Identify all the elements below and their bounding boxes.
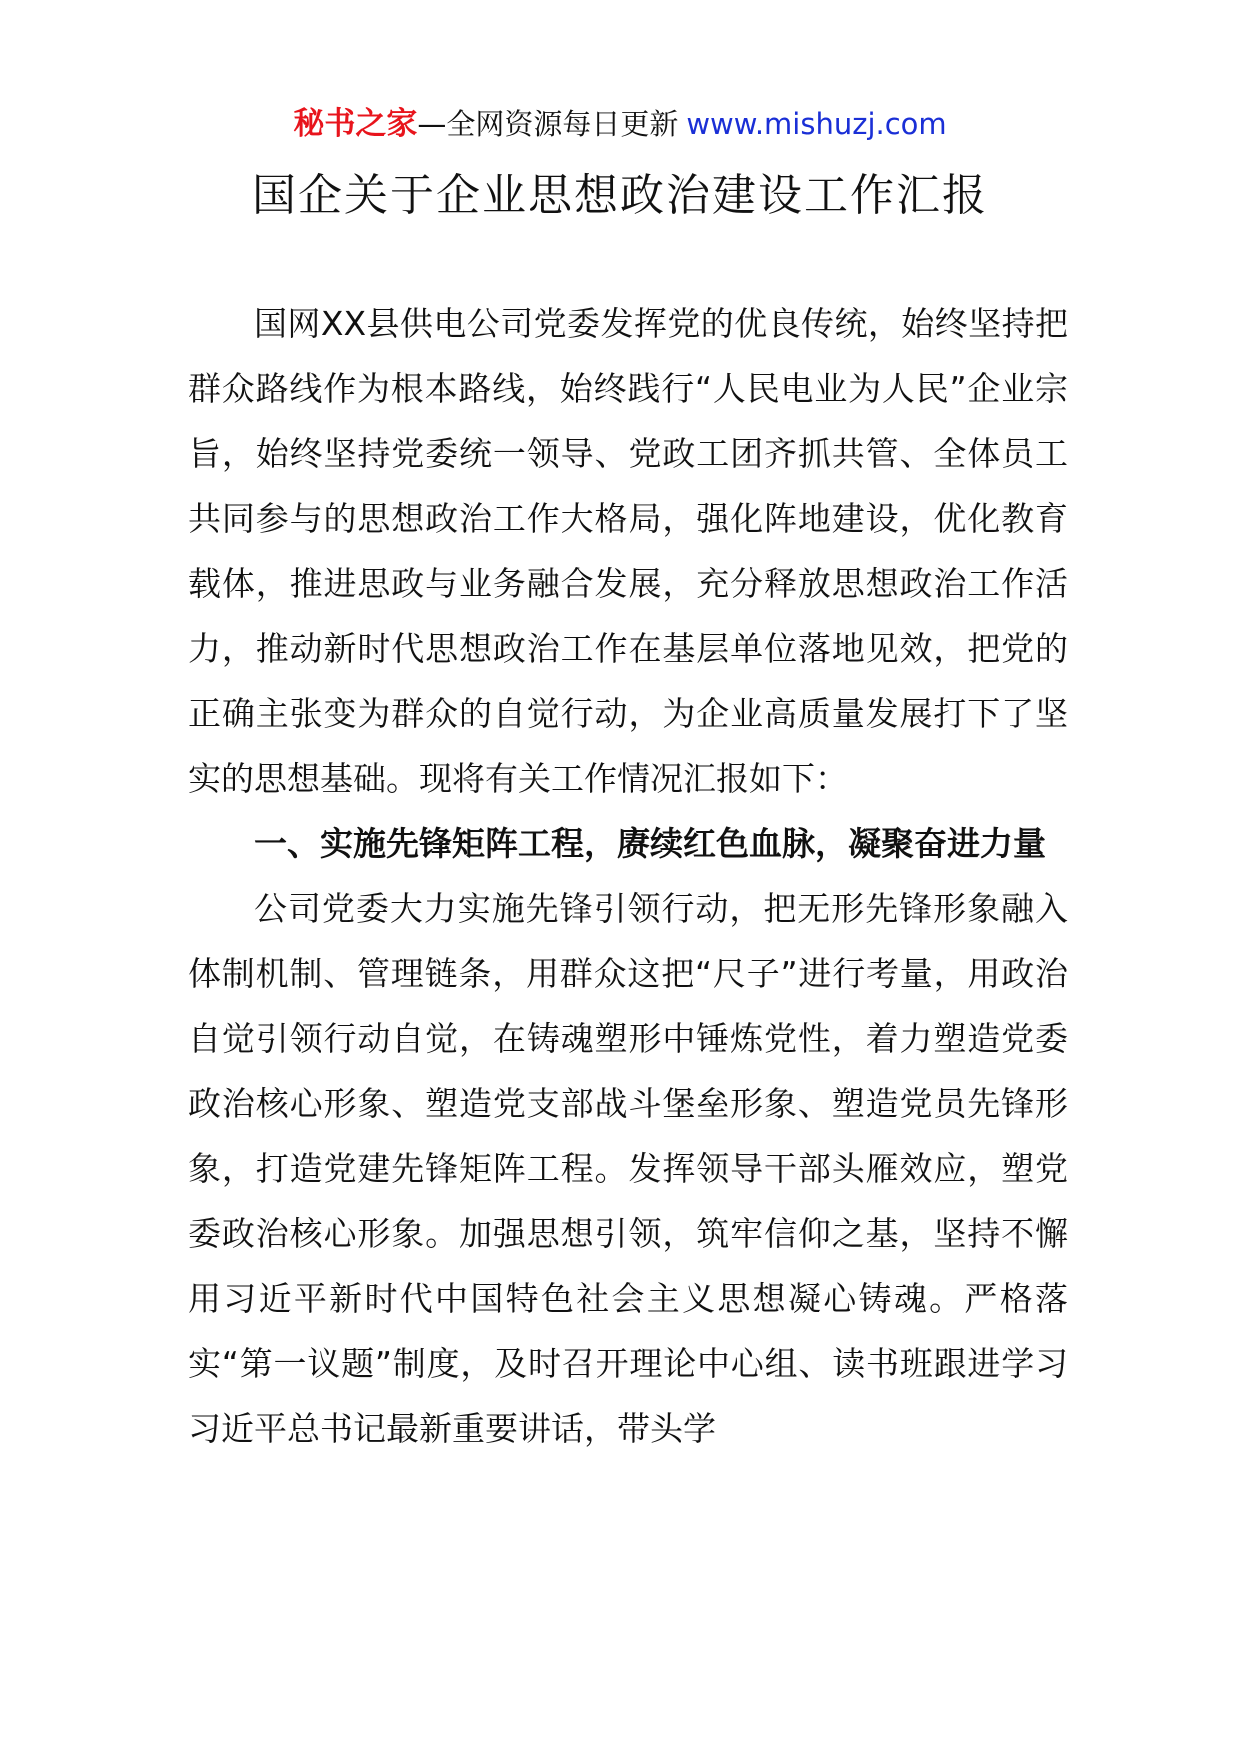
- document-body: [188, 291, 1068, 1461]
- site-url-link[interactable]: www.mishuzj.com: [686, 107, 947, 141]
- body-paragraph: 公司党委大力实施先锋引领行动，把无形先锋形象融入体制机制、管理链条，用群众这把“尺子”进行考量，用政治自觉引领行动自觉，在铸魂塑形中锤炼党性，着力塑造党委政治核心形象、塑造党支部战斗堡垒形象、塑造党员先锋形象，打造党建先锋矩阵工程。发挥领导干部头雁效应，塑党委政治核心形象。加强思想引领，筑牢信仰之基，坚持不懈用习近平新时代中国特色社会主义思想凝心铸魂。严格落实“第一议题”制度，及时召开理论中心组、读书班跟进学习习近平总书记最新重要讲话，带头学: [188, 889, 1068, 1448]
- brand-name: 秘书之家: [293, 106, 418, 142]
- site-tagline: —全网资源每日更新: [417, 107, 679, 141]
- site-header: [0, 103, 1240, 145]
- section-heading: 一、实施先锋矩阵工程，赓续红色血脉，凝聚奋进力量: [254, 824, 1046, 863]
- intro-paragraph: 国网XX县供电公司党委发挥党的优良传统，始终坚持把群众路线作为根本路线，始终践行“人民电业为人民”企业宗旨，始终坚持党委统一领导、党政工团齐抓共管、全体员工共同参与的思想政治工作大格局，强化阵地建设，优化教育载体，推进思政与业务融合发展，充分释放思想政治工作活力，推动新时代思想政治工作在基层单位落地见效，把党的正确主张变为群众的自觉行动，为企业高质量发展打下了坚实的思想基础。现将有关工作情况汇报如下：: [188, 304, 1068, 798]
- document-title: 国企关于企业思想政治建设工作汇报: [252, 170, 988, 221]
